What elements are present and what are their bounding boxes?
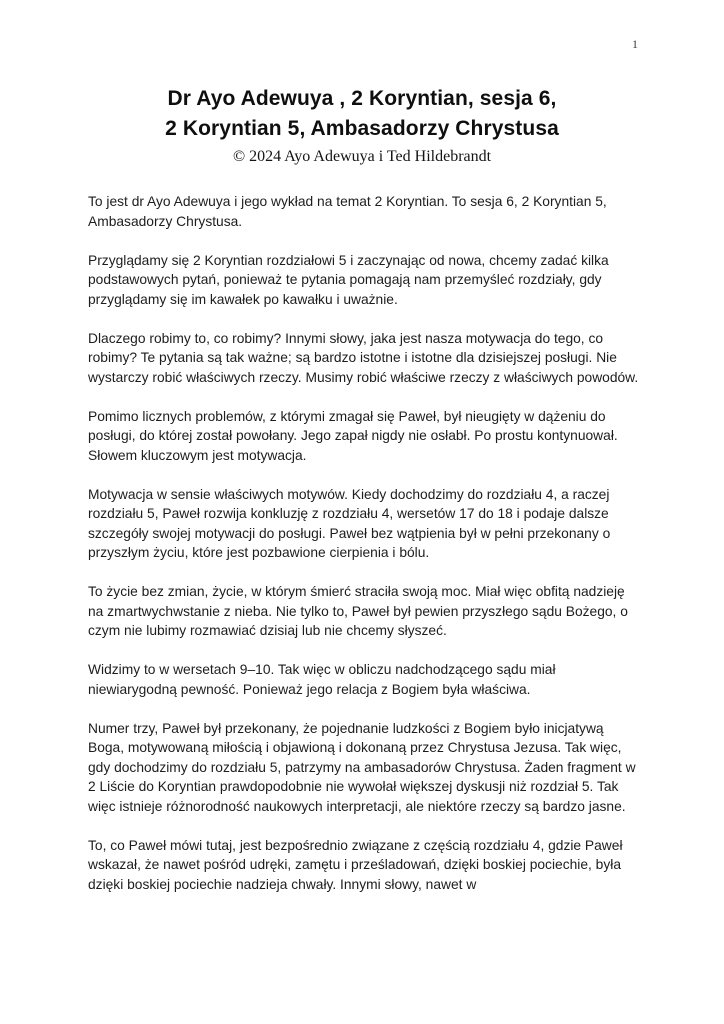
paragraph: To jest dr Ayo Adewuya i jego wykład na temat 2 Koryntian. To sesja 6, 2 Koryntian 5, Ambasadorzy Chrystusa. bbox=[88, 194, 607, 229]
paragraph: Przyglądamy się 2 Koryntian rozdziałowi 5 i zaczynając od nowa, chcemy zadać kilka podstawowych pytań, ponieważ te pytania pomagają nam przemyśleć rozdziały, gdy przyglądamy się im kawałek po kawałku i uważnie. bbox=[88, 252, 609, 307]
paragraph: Pomimo licznych problemów, z którymi zmagał się Paweł, był nieugięty w dążeniu do posługi, do której został powołany. Jego zapał nigdy nie osłabł. Po prostu kontynuował. Słowem kluczowym jest motywacja. bbox=[88, 408, 618, 463]
document-body bbox=[88, 192, 640, 894]
document-title bbox=[0, 84, 724, 144]
title-line-1: Dr Ayo Adewuya , 2 Koryntian, sesja 6, bbox=[167, 87, 557, 110]
page-number: 1 bbox=[632, 37, 638, 51]
paragraph: To życie bez zmian, życie, w którym śmierć straciła swoją moc. Miał więc obfitą nadzieję na zmartwychwstanie z nieba. Nie tylko to, Paweł był pewien przyszłego sądu Bożego, o czym nie lubimy rozmawiać dzisiaj lub nie chcemy słyszeć. bbox=[88, 584, 628, 638]
title-line-2: 2 Koryntian 5, Ambasadorzy Chrystusa bbox=[165, 117, 559, 140]
paragraph: To, co Paweł mówi tutaj, jest bezpośrednio związane z częścią rozdziału 4, gdzie Paweł wskazał, że nawet pośród udręki, zamętu i prześladowań, dzięki boskiej pociechie, była dzięki boskiej pociechie nadzieja chwały. Innymi słowy, nawet w bbox=[88, 837, 623, 892]
paragraph: Dlaczego robimy to, co robimy? Innymi słowy, jaka jest nasza motywacja do tego, co robimy? Te pytania są tak ważne; są bardzo istotne i istotne dla dzisiejszej posługi. Nie wystarczy robić właściwych rzeczy. Musimy robić właściwe rzeczy z właściwych powodów. bbox=[88, 330, 639, 385]
paragraph: Motywacja w sensie właściwych motywów. Kiedy dochodzimy do rozdziału 4, a raczej rozdziału 5, Paweł rozwija konkluzję z rozdziału 4, wersetów 17 do 18 i podaje dalsze szczegóły swojej motywacji do posługi. Paweł bez wątpienia był w pełni przekonany o przyszłym życiu, które jest pozbawione cierpienia i bólu. bbox=[88, 486, 611, 560]
paragraph: Numer trzy, Paweł był przekonany, że pojednanie ludzkości z Bogiem było inicjatywą Boga, motywowaną miłością i objawioną i dokonaną przez Chrystusa Jezusa. Tak więc, gdy dochodzimy do rozdziału 5, patrzymy na ambasadorów Chrystusa. Żaden fragment w 2 Liście do Koryntian prawdopodobnie nie wywołał większej dyskusji niż rozdział 5. Tak więc istnieje różnorodność naukowych interpretacji, ale niektóre rzeczy są bardzo jasne. bbox=[88, 720, 636, 814]
paragraph: Widzimy to w wersetach 9–10. Tak więc w obliczu nadchodzącego sądu miał niewiarygodną pewność. Ponieważ jego relacja z Bogiem była właściwa. bbox=[88, 662, 556, 697]
copyright-notice: © 2024 Ayo Adewuya i Ted Hildebrandt bbox=[232, 148, 492, 165]
